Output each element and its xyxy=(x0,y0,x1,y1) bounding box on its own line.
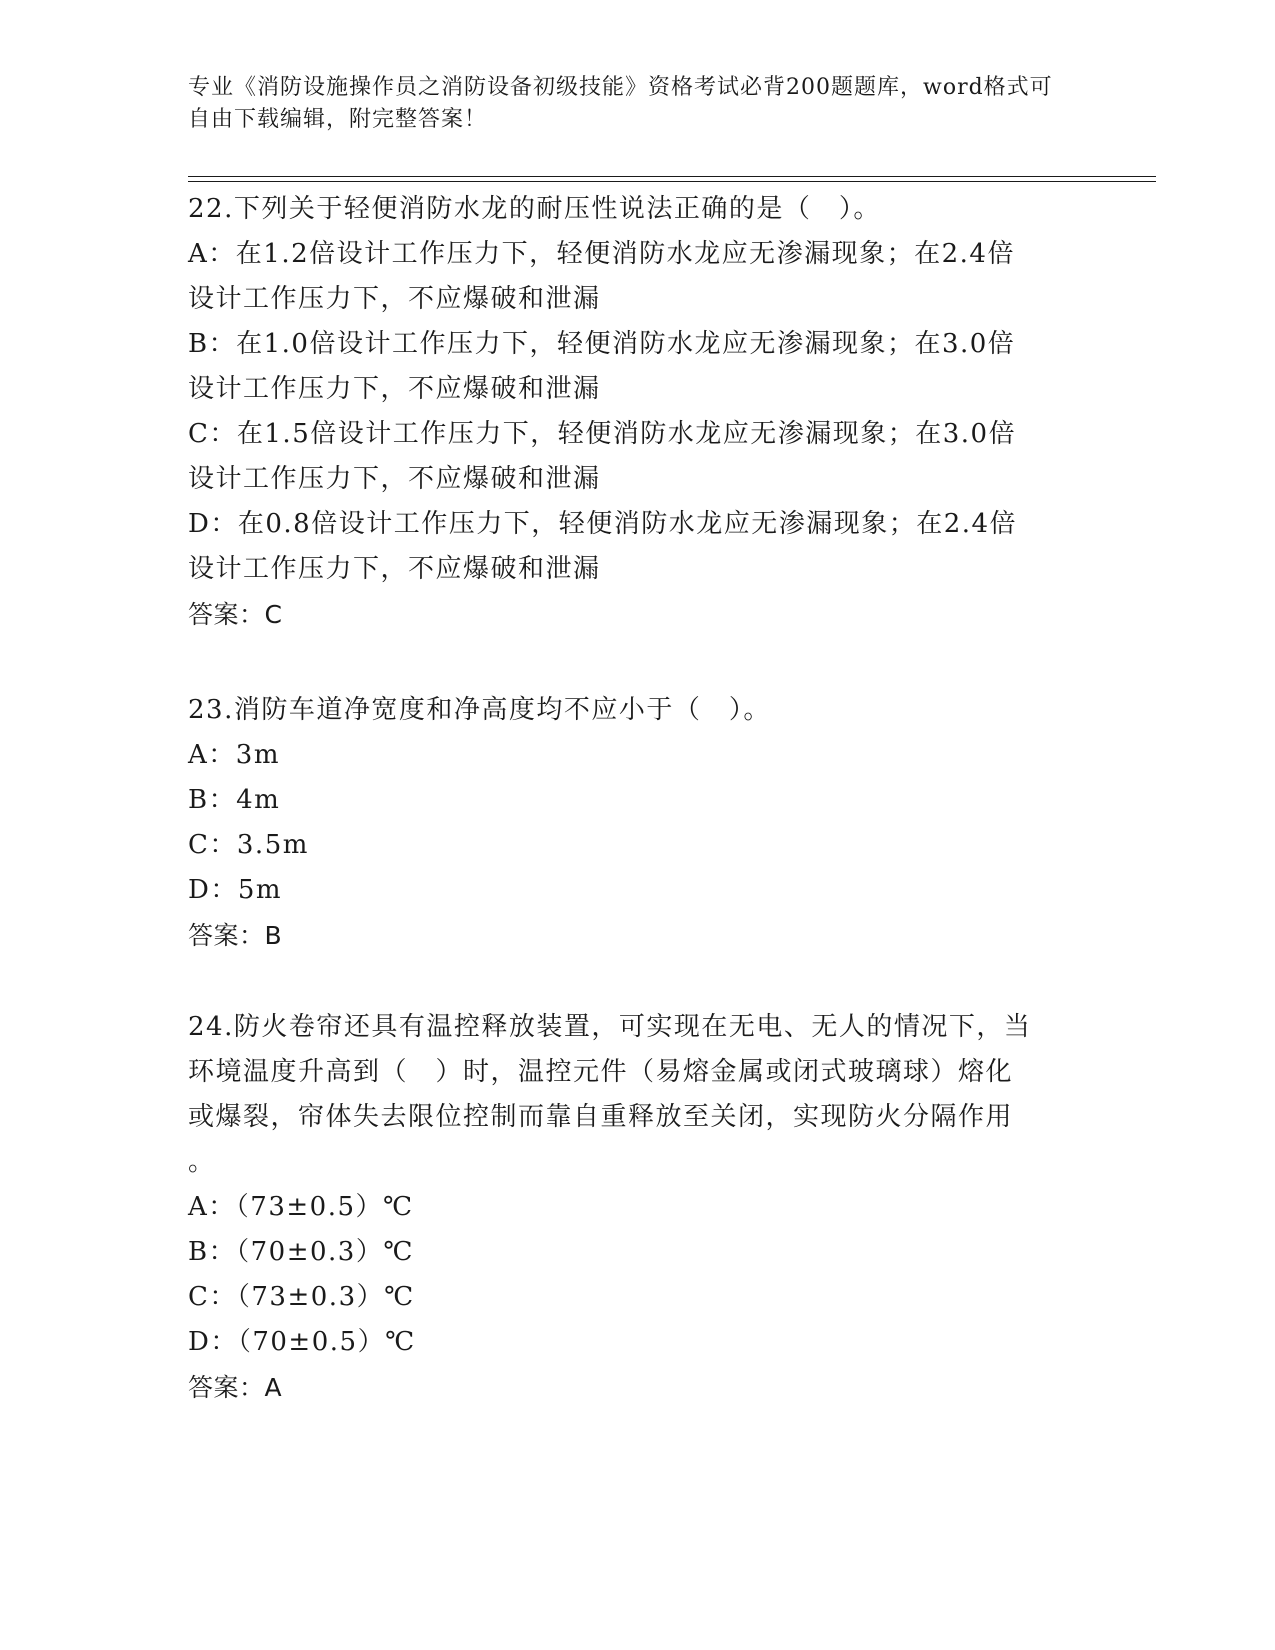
option-a-line1: A：在1.2倍设计工作压力下，轻便消防水龙应无渗漏现象；在2.4倍 xyxy=(188,239,1015,269)
question-stem-line4: 。 xyxy=(188,1147,216,1177)
option-b: B：（70±0.3）℃ xyxy=(188,1237,414,1267)
question-23 xyxy=(188,688,1088,958)
header-divider-bottom xyxy=(188,181,1156,182)
header-divider-top xyxy=(188,176,1156,177)
option-b-line2: 设计工作压力下，不应爆破和泄漏 xyxy=(188,374,601,404)
option-b: B：4m xyxy=(188,785,281,815)
option-c: C：3.5m xyxy=(188,830,309,860)
question-stem: 23.消防车道净宽度和净高度均不应小于（ ）。 xyxy=(188,695,771,725)
question-stem-line3: 或爆裂，帘体失去限位控制而靠自重释放至关闭，实现防火分隔作用 xyxy=(188,1102,1014,1132)
question-22 xyxy=(188,187,1088,637)
option-b-line1: B：在1.0倍设计工作压力下，轻便消防水龙应无渗漏现象；在3.0倍 xyxy=(188,329,1016,359)
answer-label: 答案：A xyxy=(188,1373,283,1402)
option-d-line1: D：在0.8倍设计工作压力下，轻便消防水龙应无渗漏现象；在2.4倍 xyxy=(188,509,1018,539)
question-stem-line2: 环境温度升高到（ ）时，温控元件（易熔金属或闭式玻璃球）熔化 xyxy=(188,1057,1014,1087)
option-a: A：（73±0.5）℃ xyxy=(188,1192,414,1222)
option-d: D：5m xyxy=(188,875,283,905)
option-a-line2: 设计工作压力下，不应爆破和泄漏 xyxy=(188,284,601,314)
option-c-line1: C：在1.5倍设计工作压力下，轻便消防水龙应无渗漏现象；在3.0倍 xyxy=(188,419,1017,449)
question-24 xyxy=(188,1005,1088,1410)
page-header: 专业《消防设施操作员之消防设备初级技能》资格考试必背200题题库，word格式可自由下载编辑，附完整答案！ xyxy=(188,75,1053,132)
question-stem: 22.下列关于轻便消防水龙的耐压性说法正确的是（ ）。 xyxy=(188,194,881,224)
answer-label: 答案：B xyxy=(188,921,283,950)
option-c-line2: 设计工作压力下，不应爆破和泄漏 xyxy=(188,464,601,494)
option-d: D：（70±0.5）℃ xyxy=(188,1327,416,1357)
answer-label: 答案：C xyxy=(188,600,283,629)
option-d-line2: 设计工作压力下，不应爆破和泄漏 xyxy=(188,554,601,584)
option-c: C：（73±0.3）℃ xyxy=(188,1282,415,1312)
option-a: A：3m xyxy=(188,740,280,770)
question-stem-line1: 24.防火卷帘还具有温控释放装置，可实现在无电、无人的情况下，当 xyxy=(188,1012,1032,1042)
